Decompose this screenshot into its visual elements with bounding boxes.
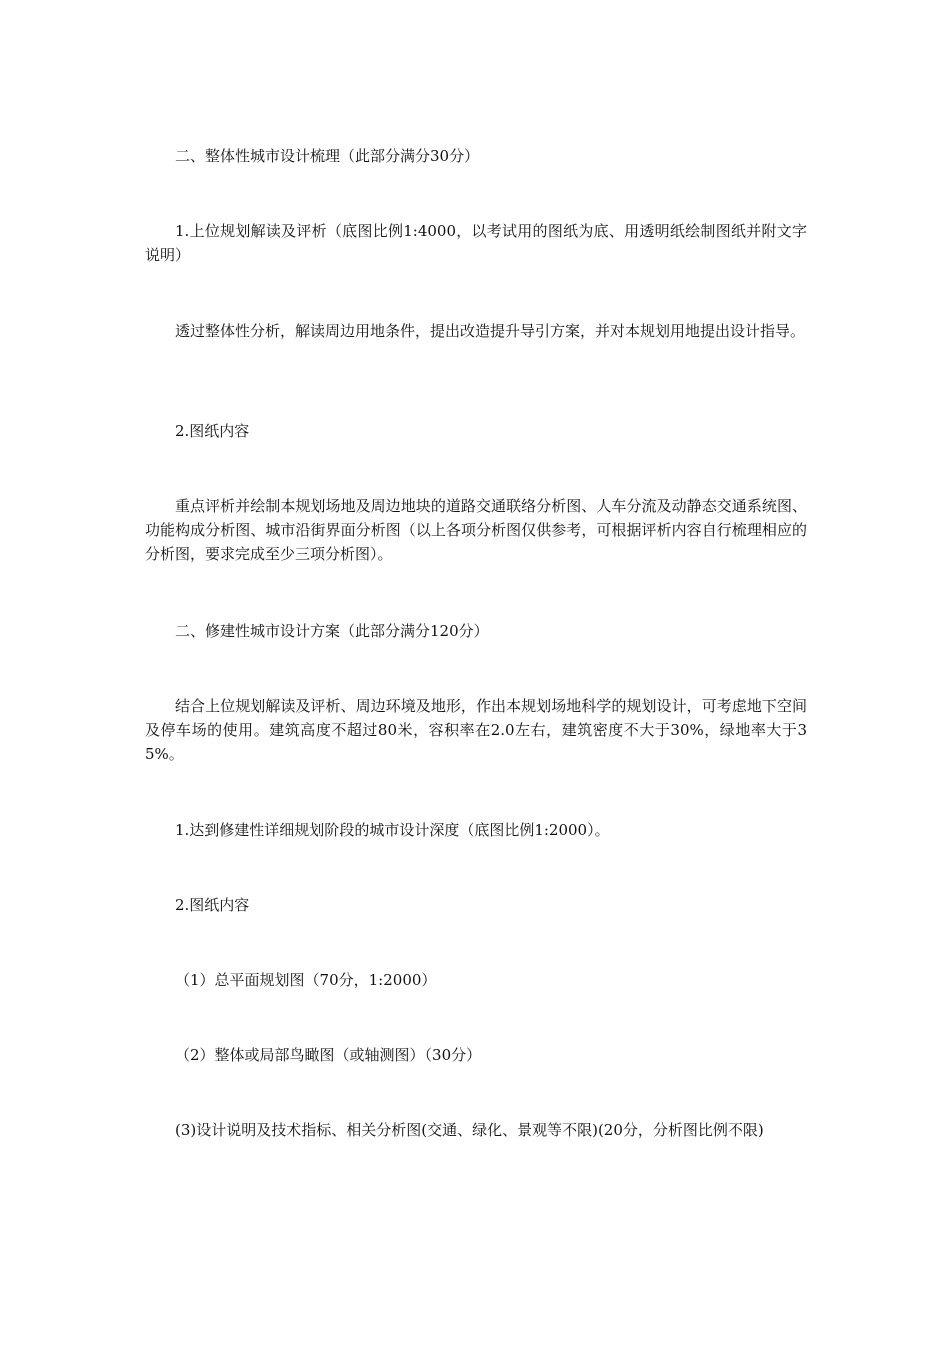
paragraph-analysis-drawings: 重点评析并绘制本规划场地及周边地块的道路交通联络分析图、人车分流及动静态交通系统图、功能构成分析图、城市沿街界面分析图（以上各项分析图仅供参考，可根据评析内容自行梳理相应的分析图，要求完成至少三项分析图）。 [145, 497, 807, 563]
paragraph-overall-analysis: 透过整体性分析，解读周边用地条件，提出改造提升导引方案，并对本规划用地提出设计指导。 [175, 322, 806, 340]
section-heading-detailed-design: 二、修建性城市设计方案（此部分满分120分） [175, 622, 489, 640]
item-upper-planning-analysis: 1.上位规划解读及评析（底图比例1:4000，以考试用的图纸为底、用透明纸绘制图纸并附文字说明） [145, 222, 807, 264]
list-item-aerial-view: （2）整体或局部鸟瞰图（或轴测图）（30分） [175, 1046, 482, 1064]
item-drawing-contents-2: 2.图纸内容 [175, 896, 250, 914]
section-heading-overall-design: 二、整体性城市设计梳理（此部分满分30分） [175, 147, 480, 165]
paragraph-design-requirements: 结合上位规划解读及评析、周边环境及地形，作出本规划场地科学的规划设计，可考虑地下空间及停车场的使用。建筑高度不超过80米，容积率在2.0左右，建筑密度不大于30%，绿地率大于35%。 [145, 697, 807, 763]
list-item-design-description: (3)设计说明及技术指标、相关分析图(交通、绿化、景观等不限)(20分，分析图比例不限) [175, 1121, 764, 1139]
item-design-depth: 1.达到修建性详细规划阶段的城市设计深度（底图比例1:2000）。 [175, 821, 610, 839]
item-drawing-contents: 2.图纸内容 [175, 422, 250, 440]
list-item-master-plan: （1）总平面规划图（70分，1:2000） [175, 971, 437, 989]
